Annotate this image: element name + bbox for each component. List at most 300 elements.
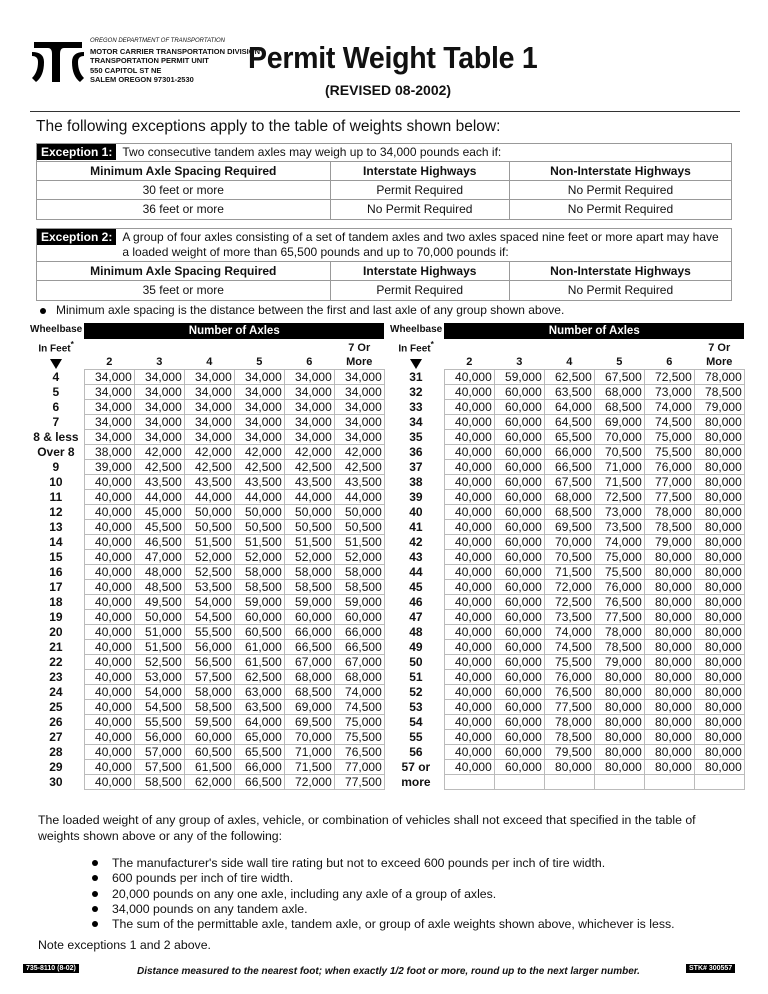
weight-cell: 59,000	[494, 369, 544, 384]
weight-cell: 72,500	[544, 594, 594, 609]
weight-cell: 52,500	[184, 564, 234, 579]
weight-cell: 80,000	[694, 654, 744, 669]
weight-cell: 59,000	[284, 594, 334, 609]
table-row	[28, 429, 384, 444]
weight-cell: 44,000	[284, 489, 334, 504]
axle-column-header: 7 Or More	[346, 341, 373, 368]
weight-cell: 51,500	[184, 534, 234, 549]
weight-cell: 65,500	[234, 744, 284, 759]
weight-cell: 78,500	[544, 729, 594, 744]
wheelbase-cell: 22	[49, 654, 63, 669]
table-row	[388, 714, 744, 729]
wheelbase-cell: 51	[409, 669, 423, 684]
table-row	[28, 459, 384, 474]
weight-cell: 60,000	[494, 684, 544, 699]
weight-cell: 60,000	[494, 639, 544, 654]
exception-text: A group of four axles consisting of a set of tandem axles and two axles spaced nine feet or more apart may have a loaded weight of more than 65,500 pounds and up to 70,000 pounds if:	[122, 230, 719, 259]
wheelbase-cell: 46	[409, 594, 423, 609]
weight-cell: 66,000	[334, 624, 384, 639]
weight-cell: 76,500	[594, 594, 644, 609]
weight-cell: 60,000	[494, 504, 544, 519]
agency-line: TRANSPORTATION PERMIT UNIT	[90, 56, 209, 65]
weight-cell: 42,500	[134, 459, 184, 474]
weight-cell: 45,000	[134, 504, 184, 519]
wheelbase-cell: 35	[409, 429, 423, 444]
table-row	[28, 624, 384, 639]
axles-header: Number of Axles	[444, 323, 744, 339]
table-row	[28, 444, 384, 459]
wheelbase-cell: 53	[409, 699, 423, 714]
weight-cell: 42,000	[134, 444, 184, 459]
weight-cell: 52,000	[284, 549, 334, 564]
agency-block	[90, 37, 260, 85]
weight-cell: 40,000	[84, 714, 134, 729]
weight-cell	[544, 774, 594, 789]
table-row	[28, 759, 384, 774]
weight-cell: 34,000	[334, 399, 384, 414]
weight-cell: 69,000	[594, 414, 644, 429]
weight-cell: 72,500	[644, 369, 694, 384]
table-row	[28, 669, 384, 684]
exception-table	[37, 261, 731, 300]
axle-column-header: 2	[106, 355, 113, 368]
weight-cell: 74,000	[594, 534, 644, 549]
weight-cell: 34,000	[134, 414, 184, 429]
weight-cell: 40,000	[444, 669, 494, 684]
weight-cell: 68,000	[594, 384, 644, 399]
weight-cell: 80,000	[644, 609, 694, 624]
table-cell: 36 feet or more	[37, 200, 330, 219]
weight-cell: 52,500	[134, 654, 184, 669]
weight-cell: 60,000	[494, 594, 544, 609]
odot-logo-icon	[30, 38, 86, 86]
axle-column-header: 6	[666, 355, 673, 368]
weight-cell: 40,000	[444, 624, 494, 639]
weight-cell: 80,000	[694, 504, 744, 519]
wheelbase-cell: 10	[49, 474, 63, 489]
asterisk: *	[70, 339, 74, 349]
weight-cell: 52,000	[234, 549, 284, 564]
weight-cell	[494, 774, 544, 789]
weight-cell: 65,000	[234, 729, 284, 744]
weight-cell: 60,000	[494, 414, 544, 429]
weight-cell: 40,000	[84, 639, 134, 654]
weight-cell: 43,500	[184, 474, 234, 489]
weight-cell: 58,000	[284, 564, 334, 579]
table-cell: 30 feet or more	[37, 181, 330, 200]
weight-cell: 40,000	[444, 594, 494, 609]
weight-cell: 40,000	[84, 519, 134, 534]
wheelbase-cell: 14	[49, 534, 63, 549]
weight-cell: 34,000	[134, 369, 184, 384]
column-header: Non-Interstate Highways	[509, 162, 731, 181]
weight-cell: 60,500	[184, 744, 234, 759]
weight-cell: 73,000	[594, 504, 644, 519]
wheelbase-cell: 24	[49, 684, 63, 699]
weight-cell: 66,500	[284, 639, 334, 654]
weight-cell: 34,000	[84, 429, 134, 444]
weight-cell: 67,500	[594, 369, 644, 384]
weight-cell: 73,500	[544, 609, 594, 624]
down-arrow-icon	[50, 359, 62, 369]
weight-cell: 68,500	[594, 399, 644, 414]
table-row	[28, 414, 384, 429]
weight-cell: 60,000	[494, 549, 544, 564]
weight-cell: 46,500	[134, 534, 184, 549]
weight-cell: 54,500	[134, 699, 184, 714]
table-row	[28, 744, 384, 759]
weight-cell: 60,000	[494, 444, 544, 459]
weight-cell: 38,000	[84, 444, 134, 459]
weight-cell: 76,000	[594, 579, 644, 594]
weight-cell: 80,000	[694, 549, 744, 564]
weight-cell: 34,000	[184, 399, 234, 414]
weight-cell: 80,000	[694, 444, 744, 459]
weight-cell: 40,000	[84, 624, 134, 639]
weight-cell: 34,000	[234, 429, 284, 444]
table-row	[28, 579, 384, 594]
exception-2	[36, 228, 732, 301]
wheelbase-cell: 57 or	[401, 759, 431, 774]
weight-cell: 77,000	[334, 759, 384, 774]
weight-table-right	[388, 323, 745, 790]
wheelbase-cell: 6	[52, 399, 60, 414]
wheelbase-cell: 30	[49, 774, 63, 789]
wheelbase-cell: 27	[49, 729, 63, 744]
weight-cell: 78,000	[694, 369, 744, 384]
weight-cell: 68,000	[284, 669, 334, 684]
table-row	[388, 684, 744, 699]
weight-cell: 60,000	[494, 459, 544, 474]
weight-cell: 40,000	[444, 474, 494, 489]
page-title: Permit Weight Table 1	[248, 40, 538, 75]
weight-cell: 74,500	[644, 414, 694, 429]
wheelbase-cell: 4	[52, 369, 60, 384]
wheelbase-cell: 5	[52, 384, 60, 399]
weight-cell: 63,500	[544, 384, 594, 399]
weight-cell: 78,000	[594, 624, 644, 639]
header	[30, 32, 740, 112]
weight-cell: 34,000	[84, 414, 134, 429]
wheelbase-cell: 40	[409, 504, 423, 519]
weight-cell: 66,000	[284, 624, 334, 639]
weight-cell: 40,000	[84, 609, 134, 624]
wheelbase-cell: 41	[409, 519, 423, 534]
weight-cell: 40,000	[84, 549, 134, 564]
list-item: 600 pounds per inch of tire width.	[92, 871, 675, 886]
weight-cell: 75,500	[594, 564, 644, 579]
weight-cell: 71,500	[284, 759, 334, 774]
weight-cell: 80,000	[644, 654, 694, 669]
weight-cell: 60,500	[234, 624, 284, 639]
weight-cell: 48,000	[134, 564, 184, 579]
weight-cell: 40,000	[84, 594, 134, 609]
axle-column-header: 5	[256, 355, 263, 368]
note-text: Note exceptions 1 and 2 above.	[38, 938, 211, 952]
weight-cell: 34,000	[234, 384, 284, 399]
list-item: 34,000 pounds on any tandem axle.	[92, 902, 675, 917]
table-row	[388, 519, 744, 534]
wheelbase-cell: 9	[52, 459, 60, 474]
exception-label: Exception 1:	[37, 144, 116, 160]
weight-cell: 79,500	[544, 744, 594, 759]
wheelbase-cell: 20	[49, 624, 63, 639]
table-row	[388, 699, 744, 714]
axle-column-header: 6	[306, 355, 313, 368]
weight-cell: 40,000	[444, 459, 494, 474]
weight-cell: 80,000	[594, 714, 644, 729]
weight-cell: 58,000	[184, 684, 234, 699]
table-row	[37, 281, 731, 300]
weight-cell: 60,000	[494, 429, 544, 444]
weight-cell: 40,000	[444, 639, 494, 654]
wheelbase-cell: 43	[409, 549, 423, 564]
weight-cell: 40,000	[444, 654, 494, 669]
weight-cell: 80,000	[644, 579, 694, 594]
weight-cell: 34,000	[134, 384, 184, 399]
wheelbase-cell: 21	[49, 639, 63, 654]
weight-cell: 40,000	[444, 444, 494, 459]
table-row	[388, 624, 744, 639]
table-row	[28, 549, 384, 564]
wheelbase-cell: 44	[409, 564, 423, 579]
weight-cell: 70,000	[594, 429, 644, 444]
weight-cell: 80,000	[694, 699, 744, 714]
weight-cell	[594, 774, 644, 789]
table-row	[28, 564, 384, 579]
wheelbase-cell: 55	[409, 729, 423, 744]
weight-cell: 40,000	[444, 684, 494, 699]
weight-cell: 50,500	[284, 519, 334, 534]
weight-cell: 62,500	[234, 669, 284, 684]
wheelbase-label: Wheelbase In Feet	[390, 324, 443, 355]
weight-cell: 80,000	[644, 639, 694, 654]
weight-cell: 40,000	[444, 609, 494, 624]
weight-cell: 78,500	[594, 639, 644, 654]
footer-paragraph: The loaded weight of any group of axles, vehicle, or combination of vehicles shall not exceed that specified in the table of weights shown above or any of the following:	[38, 813, 696, 843]
weight-cell: 60,000	[494, 384, 544, 399]
weight-cell: 51,000	[134, 624, 184, 639]
bullet-icon	[40, 308, 46, 314]
weight-cell: 60,000	[494, 399, 544, 414]
weight-cell: 80,000	[644, 699, 694, 714]
weight-cell: 60,000	[494, 744, 544, 759]
weight-cell: 78,000	[544, 714, 594, 729]
table-row	[388, 414, 744, 429]
weight-cell: 70,500	[544, 549, 594, 564]
table-row	[388, 609, 744, 624]
weight-cell: 80,000	[694, 429, 744, 444]
weight-cell: 49,500	[134, 594, 184, 609]
weight-cell: 50,500	[234, 519, 284, 534]
weight-cell: 65,500	[544, 429, 594, 444]
weight-cell: 72,000	[544, 579, 594, 594]
weight-cell: 55,500	[134, 714, 184, 729]
weight-cell: 44,000	[134, 489, 184, 504]
intro-text: The following exceptions apply to the table of weights shown below:	[36, 118, 501, 135]
wheelbase-cell: 37	[409, 459, 423, 474]
table-row	[28, 474, 384, 489]
weight-cell: 80,000	[594, 744, 644, 759]
wheelbase-cell: 26	[49, 714, 63, 729]
weight-cell: 34,000	[234, 399, 284, 414]
weight-cell: 60,000	[234, 609, 284, 624]
column-header: Interstate Highways	[330, 262, 509, 281]
table-row	[28, 714, 384, 729]
weight-cell: 40,000	[444, 699, 494, 714]
weight-cell: 39,000	[84, 459, 134, 474]
weight-cell: 34,000	[234, 414, 284, 429]
weight-cell: 57,000	[134, 744, 184, 759]
weight-cell: 50,000	[184, 504, 234, 519]
weight-cell: 80,000	[644, 759, 694, 774]
wheelbase-header	[388, 323, 444, 369]
weight-cell: 40,000	[444, 564, 494, 579]
spacing-note	[40, 303, 564, 317]
weight-cell: 80,000	[694, 489, 744, 504]
column-header: Minimum Axle Spacing Required	[37, 162, 330, 181]
stock-number: STK# 300557	[686, 964, 735, 973]
table-row	[28, 609, 384, 624]
weight-cell: 56,000	[134, 729, 184, 744]
weight-cell: 80,000	[644, 684, 694, 699]
weight-cell: 61,500	[234, 654, 284, 669]
weight-cell: 77,500	[644, 489, 694, 504]
table-row	[28, 699, 384, 714]
weight-cell: 58,500	[334, 579, 384, 594]
wheelbase-cell: 33	[409, 399, 423, 414]
table-row	[28, 519, 384, 534]
weight-cell: 59,000	[234, 594, 284, 609]
weight-cell: 44,000	[234, 489, 284, 504]
table-cell: Permit Required	[330, 181, 509, 200]
column-header: Non-Interstate Highways	[509, 262, 731, 281]
weight-cell: 58,000	[234, 564, 284, 579]
weight-cell: 80,000	[694, 744, 744, 759]
table-row	[388, 564, 744, 579]
table-row	[388, 459, 744, 474]
weight-cell: 60,000	[494, 534, 544, 549]
weight-cell: 74,500	[544, 639, 594, 654]
weight-cell: 53,500	[184, 579, 234, 594]
weight-cell: 40,000	[84, 579, 134, 594]
weight-table-left	[28, 323, 385, 790]
weight-cell: 34,000	[284, 384, 334, 399]
weight-cell: 42,500	[284, 459, 334, 474]
weight-cell: 40,000	[444, 729, 494, 744]
weight-cell: 42,000	[234, 444, 284, 459]
weight-cell: 60,000	[184, 729, 234, 744]
weight-cell: 51,500	[134, 639, 184, 654]
table-cell: 35 feet or more	[37, 281, 330, 300]
weight-cell: 70,000	[544, 534, 594, 549]
form-number: 735-8110 (8-02)	[23, 964, 79, 973]
weight-cell: 58,500	[134, 774, 184, 789]
weight-cell: 80,000	[694, 714, 744, 729]
weight-cell: 40,000	[84, 534, 134, 549]
axle-column-header: 2	[466, 355, 473, 368]
weight-cell: 45,500	[134, 519, 184, 534]
agency-line: MOTOR CARRIER TRANSPORTATION DIVISION	[90, 46, 261, 56]
weight-cell: 80,000	[594, 759, 644, 774]
table-row	[388, 654, 744, 669]
weight-cell: 34,000	[234, 369, 284, 384]
wheelbase-cell: 17	[49, 579, 63, 594]
weight-cell: 54,000	[184, 594, 234, 609]
weight-cell: 52,000	[334, 549, 384, 564]
table-row	[28, 369, 384, 384]
wheelbase-cell: 47	[409, 609, 423, 624]
list-item: 20,000 pounds on any one axle, including any axle of a group of axles.	[92, 887, 675, 902]
weight-cell: 40,000	[444, 579, 494, 594]
weight-cell: 66,500	[234, 774, 284, 789]
axle-column-header: 3	[516, 355, 523, 368]
weight-cell: 42,500	[334, 459, 384, 474]
weight-cell: 34,000	[184, 384, 234, 399]
weight-cell: 79,000	[594, 654, 644, 669]
list-item: The sum of the permittable axle, tandem axle, or group of axle weights shown above, whichever is less.	[92, 917, 675, 932]
wheelbase-cell: 38	[409, 474, 423, 489]
weight-cell: 48,500	[134, 579, 184, 594]
table-row	[388, 489, 744, 504]
weight-cell: 80,000	[644, 549, 694, 564]
weight-cell: 76,500	[334, 744, 384, 759]
weight-cell: 60,000	[494, 564, 544, 579]
weight-cell: 56,000	[184, 639, 234, 654]
weight-cell: 63,000	[234, 684, 284, 699]
agency-line: SALEM OREGON 97301-2530	[90, 75, 194, 84]
agency-name: OREGON DEPARTMENT OF TRANSPORTATION	[90, 38, 226, 44]
agency-line: 550 CAPITOL ST NE	[90, 65, 162, 75]
weight-cell: 47,000	[134, 549, 184, 564]
weight-cell: 40,000	[444, 399, 494, 414]
footer-bullet-list	[92, 856, 675, 932]
table-row	[388, 549, 744, 564]
wheelbase-cell: 56	[409, 744, 423, 759]
wheelbase-cell: 7	[52, 414, 60, 429]
weight-cell: 80,000	[694, 519, 744, 534]
wheelbase-cell: Over 8	[37, 444, 75, 459]
weight-cell: 34,000	[284, 429, 334, 444]
weight-cell: 71,500	[594, 474, 644, 489]
weight-cell: 34,000	[134, 429, 184, 444]
table-cell: No Permit Required	[330, 200, 509, 219]
weight-cell: 50,500	[184, 519, 234, 534]
column-header: Interstate Highways	[330, 162, 509, 181]
weight-cell: 60,000	[494, 699, 544, 714]
weight-cell: 60,000	[494, 519, 544, 534]
weight-cell: 34,000	[334, 369, 384, 384]
weight-cell: 34,000	[334, 429, 384, 444]
wheelbase-cell: more	[401, 774, 431, 789]
weight-cell: 56,500	[184, 654, 234, 669]
weight-cell: 60,000	[284, 609, 334, 624]
spacing-note-text: Minimum axle spacing is the distance between the first and last axle of any group shown above.	[56, 303, 565, 317]
weight-cell: 74,000	[644, 399, 694, 414]
weight-cell: 43,500	[284, 474, 334, 489]
weight-cell: 68,500	[544, 504, 594, 519]
weight-cell: 60,000	[494, 669, 544, 684]
table-row	[28, 774, 384, 789]
table-row	[28, 684, 384, 699]
weight-cell: 51,500	[284, 534, 334, 549]
wheelbase-header	[28, 323, 84, 369]
exception-1	[36, 143, 732, 220]
weight-cell: 75,000	[334, 714, 384, 729]
weight-cell: 80,000	[694, 684, 744, 699]
weight-cell: 50,500	[334, 519, 384, 534]
weight-cell: 75,000	[644, 429, 694, 444]
